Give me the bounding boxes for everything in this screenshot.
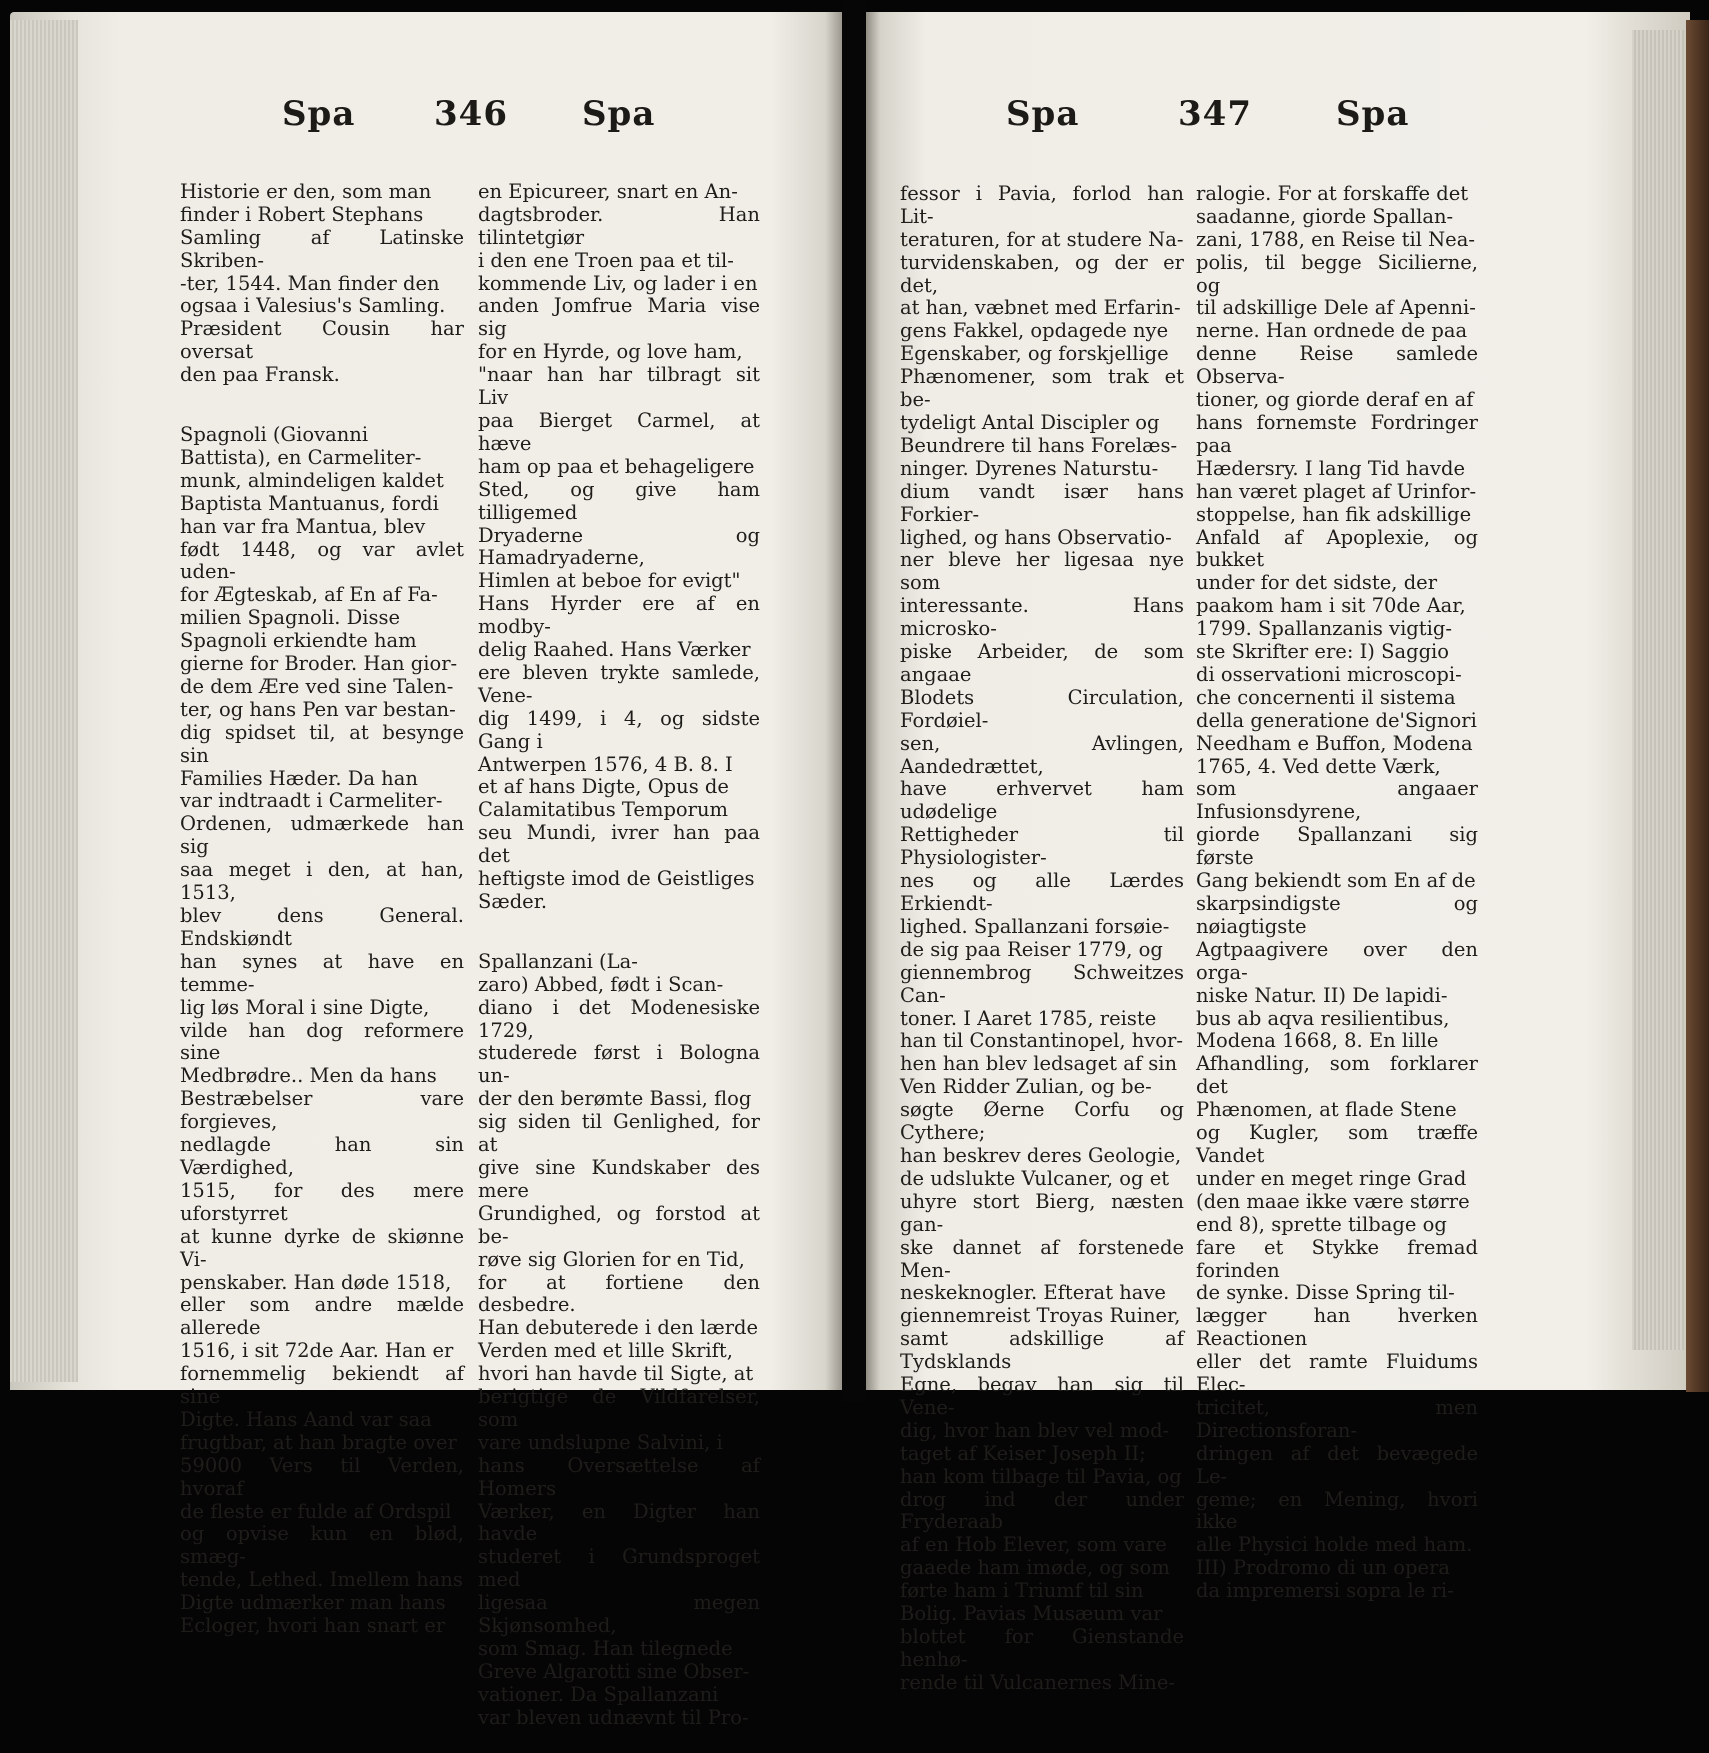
book-gutter: [842, 0, 866, 1402]
right-header-right: Spa: [1336, 94, 1410, 134]
left-column-1: [180, 158, 464, 1661]
left-page-edges: [10, 20, 78, 1382]
right-page-number: 347: [1178, 94, 1252, 134]
paragraph: Historie er den, som man finder i Robert Stephans Samling af Latinske Skriben- -ter, 1544. Man finder den ogsaa i Valesius's Samling. Præsident Cousin har oversat den paa Fransk.: [180, 179, 464, 387]
left-page-number: 346: [434, 94, 508, 134]
right-page: [866, 12, 1690, 1694]
paragraph: Spallanzani (La- zaro) Abbed, født i Scan- diano i det Modenesiske 1729, studerede først i Bologna un- der den berømte Bassi, flog sig siden til Genlighed, for at give sine Kundskaber des mere Grundighed, og forstod at be- røve sig Glorien for en Tid, for at fortiene den desbedre. Han debuterede i den lærde Verden med et lille Skrift, hvori han havde til Sigte, at berigtige de Vildfarelser, som vare undslupne Salvini, i hans Oversættelse af Homers Værker, en Digter han havde studeret i Grundsproget med ligesaa megen Skjønsomhed, som Smag. Han tilegnede Greve Algarotti sine Obser- vationer. Da Spallanzani var bleven udnævnt til Pro-: [478, 949, 760, 1729]
paragraph: fessor i Pavia, forlod han Lit- teraturen, for at studere Na- turvidenskaben, og der er det, at han, væbnet med Erfarin- gens Fakkel, opdagede nye Egenskaber, og forskjellige Phænomener, som trak et be- tydeligt Antal Discipler og Beundrere til hans Forelæs- ninger. Dyrenes Naturstu- dium vandt især hans Forkier- lighed, og hans Observatio- ner bleve her ligesaa nye som interessante. Hans microsko- piske Arbeider, de som angaae Blodets Circulation, Fordøiel- sen, Avlingen, Aandedrættet, have erhvervet ham udødelige Rettigheder til Physiologister- nes og alle Lærdes Erkiendt- lighed. Spallanzani forsøie- de sig paa Reiser 1779, og giennembrog Schweitzes Can- toner. I Aaret 1785, reiste han til Constantinopel, hvor- hen han blev ledsaget af sin Ven Ridder Zulian, og be- søgte Øerne Corfu og Cythere; han beskrev deres Geologie, de udslukte Vulcaner, og et uhyre stort Bierg, næsten gan- ske dannet af forstenede Men- neskeknogler. Efterat have giennemreist Troyas Ruiner, samt adskillige af Tydsklands Egne, begav han sig til Vene- dig, hvor han blev vel mod- taget af Keiser Joseph II; han kom tilbage til Pavia, og drog ind der under Fryderaab af en Hob Elever, som vare gaaede ham imøde, og som førte ham i Triumf til sin Bolig. Pavias Musæum var blottet for Gienstande henhø- rende til Vulcanernes Mine-: [900, 181, 1184, 1694]
paragraph: en Epicureer, snart en An- dagtsbroder. Han tilintetgiør i den ene Troen paa et til- kommende Liv, og lader i en anden Jomfrue Maria vise sig for en Hyrde, og love ham, "naar han har tilbragt sit Liv paa Bierget Carmel, at hæve ham op paa et behageligere Sted, og give ham tilligemed Dryaderne og Hamadryaderne, Himlen at beboe for evigt" Hans Hyrder ere af en modby- delig Raahed. Hans Værker ere bleven trykte samlede, Vene- dig 1499, i 4, og sidste Gang i Antwerpen 1576, 4 B. 8. I et af hans Digte, Opus de Calamitatibus Temporum seu Mundi, ivrer han paa det heftigste imod de Geistliges Sæder.: [478, 179, 760, 913]
right-header-left: Spa: [1006, 94, 1080, 134]
right-column-1: [900, 160, 1184, 1718]
paragraph: ralogie. For at forskaffe det saadanne, giorde Spallan- zani, 1788, en Reise til Nea- polis, til begge Sicilierne, og til adskillige Dele af Apenni- nerne. Han ordnede de paa denne Reise samlede Observa- tioner, og giorde deraf en af hans fornemste Fordringer paa Hædersry. I lang Tid havde han været plaget af Urinfor- stoppelse, han fik adskillige Anfald af Apoplexie, og bukket under for det sidste, der paakom ham i sit 70de Aar, 1799. Spallanzanis vigtig- ste Skrifter ere: I) Saggio di osservationi microscopi- che concernenti il sistema della generatione de'Signori Needham e Buffon, Modena 1765, 4. Ved dette Værk, som angaaer Infusionsdyrene, giorde Spallanzani sig første Gang bekiendt som En af de skarpsindigste og nøiagtigste Agtpaagivere over den orga- niske Natur. II) De lapidi- bus ab aqva resilientibus, Modena 1668, 8. En lille Afhandling, som forklarer det Phænomen, at flade Stene og Kugler, som træffe Vandet under en meget ringe Grad (den maae ikke være større end 8), sprette tilbage og fare et Stykke fremad forinden de synke. Disse Spring til- lægger han hverken Reactionen eller det ramte Fluidums Elec- tricitet, men Directionsforan- dringen af det bevægede Le- geme; en Mening, hvori ikke alle Physici holde med ham. III) Prodromo di un opera da impremersi sopra le ri-: [1196, 181, 1478, 1603]
right-column-2: [1196, 160, 1478, 1626]
right-page-header: [866, 94, 1690, 144]
paragraph: Spagnoli (Giovanni Battista), en Carmeliter- munk, almindeligen kaldet Baptista Mantuanus, fordi han var fra Mantua, blev født 1448, og var avlet uden- for Ægteskab, af En af Fa- milien Spagnoli. Disse Spagnoli erkiendte ham gierne for Broder. Han gior- de dem Ære ved sine Talen- ter, og hans Pen var bestan- dig spidset til, at besynge sin Families Hæder. Da han var indtraadt i Carmeliter- Ordenen, udmærkede han sig saa meget i den, at han, 1513, blev dens General. Endskiøndt han synes at have en temme- lig løs Moral i sine Digte, vilde han dog reformere sine Medbrødre.. Men da hans Bestræbelser vare forgieves, nedlagde han sin Værdighed, 1515, for des mere uforstyrret at kunne dyrke de skiønne Vi- penskaber. Han døde 1518, eller som andre mælde allerede 1516, i sit 72de Aar. Han er fornemmelig bekiendt af sine Digte. Hans Aand var saa frugtbar, at han bragte over 59000 Vers til Verden, hvoraf de fleste er fulde af Ordspil og opvise kun en blød, smæg- tende, Lethed. Imellem hans Digte udmærker man hans Ecloger, hvori han snart er: [180, 422, 464, 1638]
book-cover-edge: [1686, 20, 1709, 1392]
left-header-right: Spa: [582, 94, 656, 134]
left-page-header: [10, 94, 842, 144]
left-header-left: Spa: [282, 94, 356, 134]
left-column-2: [478, 158, 760, 1753]
right-page-edges: [1632, 30, 1684, 1350]
left-page: [10, 12, 842, 1729]
